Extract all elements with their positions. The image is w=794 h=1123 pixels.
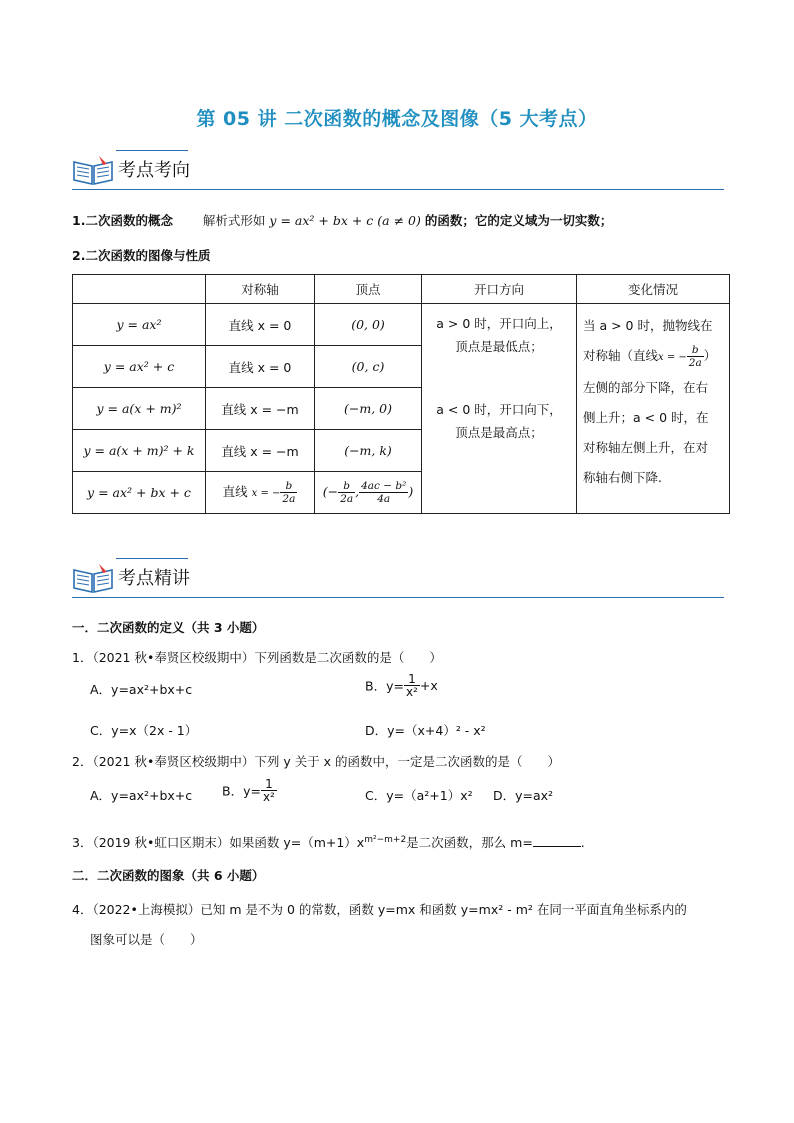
opening-line: a > 0 时，开口向上， bbox=[436, 316, 562, 331]
change-line: 当 a > 0 时，抛物线在 bbox=[583, 318, 713, 333]
table-cell-axis: 直线 x = 0 bbox=[206, 304, 315, 346]
concept-formula: y = ax² + bx + c (a ≠ 0) bbox=[269, 213, 421, 228]
change-line: 对称轴左侧上升，在对 bbox=[583, 440, 709, 455]
book-icon bbox=[72, 562, 114, 594]
book-icon bbox=[72, 154, 114, 186]
table-cell-opening bbox=[422, 304, 577, 514]
table-header: 开口方向 bbox=[422, 275, 577, 304]
answer-blank[interactable] bbox=[533, 846, 581, 847]
table-cell-axis: 直线 x = −m bbox=[206, 430, 315, 472]
q1-option-c: C．y=x（2x - 1） bbox=[90, 723, 198, 738]
section-rule bbox=[72, 189, 724, 190]
concept-heading: 1.二次函数的概念 bbox=[72, 213, 173, 228]
properties-table bbox=[72, 274, 730, 514]
opening-line: a < 0 时，开口向下， bbox=[436, 402, 562, 417]
fraction: $\frac{b}{2a}$ bbox=[282, 480, 296, 505]
section-top-rule bbox=[116, 150, 188, 151]
change-line: 对称轴（直线x = − $\frac{b}{2a}$ ） bbox=[583, 344, 717, 369]
table-cell-change bbox=[577, 304, 730, 514]
table-header: 顶点 bbox=[315, 275, 422, 304]
q2-option-b: B．y= $\frac{1}{\text{x²}}$ bbox=[222, 777, 275, 804]
table-cell-func: y = ax² + bx + c bbox=[73, 472, 206, 514]
part1-heading: 一．二次函数的定义（共 3 小题） bbox=[72, 620, 265, 635]
section-label: 考点考向 bbox=[118, 160, 190, 181]
q1-option-a: A．y=ax²+bx+c bbox=[90, 682, 193, 697]
section-rule bbox=[72, 597, 724, 598]
q1-option-b: B．y= $\frac{1}{\text{x²}}$ +x bbox=[365, 672, 438, 699]
q2-option-d: D．y=ax² bbox=[493, 788, 554, 803]
table-cell-func: y = a(x + m)² bbox=[73, 388, 206, 430]
table-cell-vertex: (−m, 0) bbox=[315, 388, 422, 430]
q4-line1: 4．（2022•上海模拟）已知 m 是不为 0 的常数，函数 y=mx 和函数 y=mx² - m² 在同一平面直角坐标系内的 bbox=[72, 902, 687, 917]
q2-option-c: C．y=（a²+1）x² bbox=[365, 788, 473, 803]
q2-option-a: A．y=ax²+bx+c bbox=[90, 788, 193, 803]
q2-stem: 2．（2021 秋•奉贤区校级期中）下列 y 关于 x 的函数中，一定是二次函数的是（ ） bbox=[72, 754, 561, 769]
table-cell-func: y = a(x + m)² + k bbox=[73, 430, 206, 472]
table-cell-axis: 直线 x = − $\frac{b}{2a}$ bbox=[206, 472, 315, 514]
change-line: 左侧的部分下降，在右 bbox=[583, 380, 709, 395]
concept-text-b: 的函数；它的定义域为一切实数； bbox=[424, 213, 613, 228]
table-cell-vertex: (−m, k) bbox=[315, 430, 422, 472]
opening-line: 顶点是最高点； bbox=[455, 425, 543, 440]
q1-stem: 1．（2021 秋•奉贤区校级期中）下列函数是二次函数的是（ ） bbox=[72, 650, 442, 665]
fraction: $\frac{1}{\text{x²}}$ bbox=[405, 672, 418, 699]
table-header-row bbox=[73, 275, 730, 304]
fraction: $\frac{b}{2a}$ bbox=[340, 480, 354, 505]
table-cell-axis: 直线 x = −m bbox=[206, 388, 315, 430]
table-cell-vertex: (0, c) bbox=[315, 346, 422, 388]
section-header-kaodian-kaoxiang bbox=[72, 150, 724, 190]
change-line: 侧上升；a < 0 时，在 bbox=[583, 410, 709, 425]
section-label: 考点精讲 bbox=[118, 568, 190, 589]
table-cell-func: y = ax² + c bbox=[73, 346, 206, 388]
table-header: 对称轴 bbox=[206, 275, 315, 304]
change-line: 称轴右侧下降. bbox=[583, 470, 662, 485]
opening-line: 顶点是最低点； bbox=[455, 339, 543, 354]
fraction: $\frac{b}{2a}$ bbox=[688, 344, 702, 369]
concept-text-a: 解析式形如 bbox=[202, 213, 266, 228]
q3-stem: 3．（2019 秋•虹口区期末）如果函数 $y=(m+1)x^{m^2-m+2}$是二次函数，那么 m= . bbox=[72, 834, 585, 850]
fraction: $\frac{1}{\text{x²}}$ bbox=[262, 777, 275, 804]
table-cell-vertex: (0, 0) bbox=[315, 304, 422, 346]
q4-line2: 图象可以是（ ） bbox=[90, 932, 203, 947]
table-cell-vertex: (− $\frac{b}{2a}$ , $\frac{\text{4ac − b²}}{4a}$ ) bbox=[315, 472, 422, 514]
graph-props-heading: 2.二次函数的图像与性质 bbox=[72, 248, 211, 263]
table-cell-axis: 直线 x = 0 bbox=[206, 346, 315, 388]
table-header: 变化情况 bbox=[577, 275, 730, 304]
section-header-kaodian-jingjiang bbox=[72, 558, 724, 598]
concept-line bbox=[72, 212, 612, 230]
part2-heading: 二．二次函数的图象（共 6 小题） bbox=[72, 868, 265, 883]
fraction: $\frac{\text{4ac − b²}}{4a}$ bbox=[361, 480, 407, 505]
section-top-rule bbox=[116, 558, 188, 559]
table-row bbox=[73, 304, 730, 346]
table-header bbox=[73, 275, 206, 304]
table-cell-func: y = ax² bbox=[73, 304, 206, 346]
q1-option-d: D．y=（x+4）² - x² bbox=[365, 723, 486, 738]
page-title: 第 05 讲 二次函数的概念及图像（5 大考点） bbox=[196, 108, 598, 130]
